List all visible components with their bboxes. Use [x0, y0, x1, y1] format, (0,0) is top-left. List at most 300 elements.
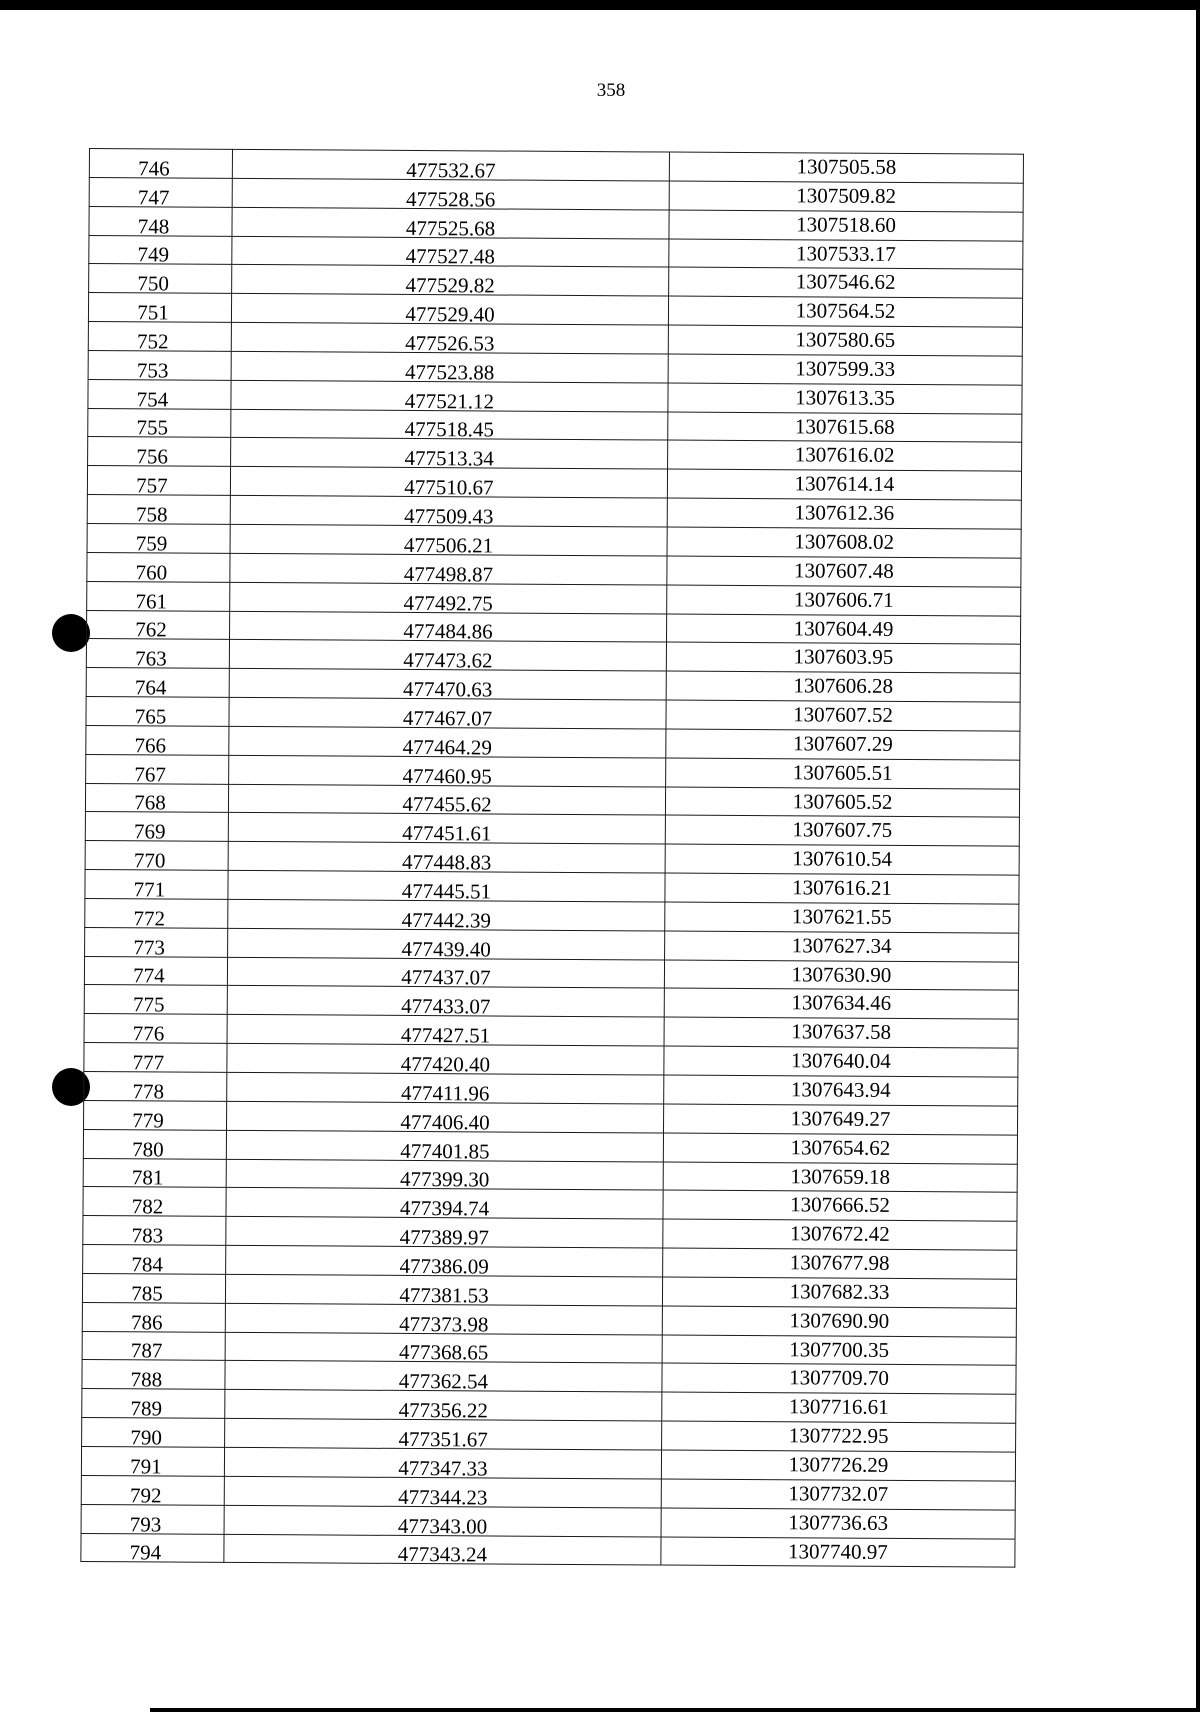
y-coordinate-cell	[663, 1104, 1017, 1135]
point-number-text: 746	[138, 156, 170, 181]
point-number-cell	[82, 1331, 225, 1361]
point-number-text: 758	[135, 502, 168, 527]
x-coordinate-cell	[232, 236, 669, 268]
point-number-cell	[82, 1418, 225, 1448]
y-coordinate-cell	[662, 1277, 1016, 1308]
x-coordinate-text: 477442.39	[401, 907, 491, 933]
x-coordinate-text: 477439.40	[401, 936, 491, 962]
y-coordinate-text: 1307616.21	[792, 875, 892, 901]
x-coordinate-cell	[230, 582, 667, 614]
point-number-text: 766	[134, 733, 167, 758]
y-coordinate-cell	[665, 873, 1019, 904]
x-coordinate-text: 477411.96	[400, 1080, 490, 1106]
y-coordinate-text: 1307606.71	[793, 586, 894, 612]
x-coordinate-cell	[230, 467, 667, 499]
y-coordinate-text: 1307722.95	[788, 1423, 889, 1449]
point-number-text: 784	[131, 1252, 164, 1277]
point-number-text: 779	[132, 1107, 164, 1133]
point-number-cell	[82, 1389, 225, 1419]
point-number-cell	[81, 1475, 224, 1508]
y-coordinate-cell	[661, 1450, 1015, 1481]
x-coordinate-text: 477518.45	[404, 417, 494, 442]
x-coordinate-text: 477389.97	[399, 1224, 490, 1250]
y-coordinate-cell	[669, 239, 1023, 270]
x-coordinate-text: 477525.68	[405, 215, 496, 241]
y-coordinate-text: 1307649.27	[790, 1106, 891, 1131]
scan-border-bottom	[150, 1708, 1200, 1712]
y-coordinate-text: 1307666.52	[790, 1192, 891, 1218]
y-coordinate-text: 1307605.52	[792, 788, 893, 814]
x-coordinate-cell	[226, 1245, 663, 1277]
y-coordinate-text: 1307627.34	[791, 933, 892, 958]
point-number-text: 757	[136, 473, 168, 498]
y-coordinate-cell	[664, 1075, 1018, 1106]
x-coordinate-cell	[231, 351, 668, 383]
y-coordinate-text: 1307740.97	[787, 1538, 888, 1564]
x-coordinate-text: 477420.40	[400, 1051, 491, 1077]
point-number-text: 767	[134, 761, 167, 787]
y-coordinate-text: 1307610.54	[792, 846, 893, 872]
x-coordinate-cell	[229, 726, 666, 758]
point-number-cell	[81, 1446, 224, 1479]
coordinates-table-body	[81, 149, 1024, 1568]
x-coordinate-cell	[231, 409, 668, 441]
x-coordinate-text: 477529.40	[405, 301, 495, 327]
y-coordinate-cell	[661, 1537, 1015, 1568]
y-coordinate-cell	[667, 498, 1021, 529]
y-coordinate-text: 1307709.70	[789, 1365, 889, 1391]
y-coordinate-cell	[667, 585, 1021, 616]
point-number-cell	[85, 927, 228, 960]
x-coordinate-text: 477467.07	[402, 705, 493, 731]
x-coordinate-text: 477451.61	[402, 821, 492, 846]
x-coordinate-text: 477362.54	[398, 1369, 489, 1394]
y-coordinate-text: 1307580.65	[795, 327, 896, 352]
y-coordinate-text: 1307726.29	[788, 1452, 889, 1477]
point-number-text: 778	[132, 1079, 165, 1104]
x-coordinate-text: 477406.40	[400, 1109, 490, 1135]
x-coordinate-text: 477464.29	[402, 734, 493, 760]
y-coordinate-text: 1307637.58	[791, 1019, 892, 1045]
point-number-cell	[87, 466, 230, 496]
x-coordinate-text: 477470.63	[403, 676, 493, 702]
y-coordinate-cell	[666, 642, 1020, 673]
y-coordinate-text: 1307672.42	[789, 1221, 890, 1247]
x-coordinate-text: 477460.95	[402, 763, 492, 789]
y-coordinate-cell	[663, 1162, 1017, 1193]
point-number-cell	[82, 1302, 225, 1335]
y-coordinate-text: 1307606.28	[793, 673, 894, 699]
y-coordinate-text: 1307630.90	[791, 961, 892, 987]
x-coordinate-text: 477437.07	[401, 965, 491, 990]
x-coordinate-cell	[231, 322, 668, 354]
point-number-text: 765	[134, 704, 167, 729]
x-coordinate-cell	[231, 438, 668, 470]
x-coordinate-cell	[232, 265, 669, 297]
point-number-text: 774	[133, 963, 165, 988]
x-coordinate-cell	[230, 495, 667, 527]
x-coordinate-cell	[226, 1159, 663, 1191]
x-coordinate-cell	[225, 1361, 662, 1393]
point-number-text: 792	[129, 1482, 162, 1508]
point-number-cell	[84, 956, 227, 986]
point-number-text: 793	[129, 1511, 162, 1536]
x-coordinate-text: 477492.75	[403, 590, 493, 615]
x-coordinate-text: 477473.62	[403, 648, 493, 673]
x-coordinate-text: 477526.53	[405, 330, 495, 356]
point-number-text: 764	[134, 675, 167, 700]
point-number-cell	[82, 1360, 225, 1390]
point-number-cell	[87, 495, 230, 525]
point-number-text: 762	[135, 617, 167, 642]
x-coordinate-cell	[225, 1390, 662, 1422]
y-coordinate-text: 1307682.33	[789, 1279, 890, 1304]
point-number-cell	[89, 177, 232, 210]
y-coordinate-text: 1307605.51	[792, 760, 893, 785]
point-number-cell	[89, 206, 232, 239]
point-number-cell	[84, 985, 227, 1015]
point-number-cell	[86, 725, 229, 758]
point-number-cell	[87, 523, 230, 556]
x-coordinate-text: 477484.86	[403, 619, 493, 644]
x-coordinate-cell	[227, 1015, 664, 1047]
point-number-cell	[83, 1158, 226, 1188]
x-coordinate-text: 477356.22	[398, 1398, 488, 1423]
x-coordinate-text: 477521.12	[404, 388, 495, 414]
point-number-cell	[85, 783, 228, 813]
point-number-cell	[83, 1129, 226, 1162]
y-coordinate-cell	[662, 1363, 1016, 1394]
point-number-cell	[84, 1043, 227, 1073]
x-coordinate-text: 477513.34	[404, 446, 494, 471]
x-coordinate-text: 477529.82	[405, 273, 495, 298]
y-coordinate-text: 1307643.94	[790, 1077, 891, 1102]
y-coordinate-text: 1307518.60	[796, 212, 896, 237]
y-coordinate-cell	[669, 181, 1023, 212]
x-coordinate-text: 477448.83	[401, 850, 492, 875]
x-coordinate-cell	[225, 1418, 662, 1450]
point-number-text: 748	[137, 213, 170, 239]
x-coordinate-cell	[225, 1303, 662, 1335]
point-number-text: 761	[135, 588, 168, 613]
x-coordinate-text: 477368.65	[398, 1340, 489, 1365]
y-coordinate-cell	[662, 1335, 1016, 1366]
point-number-cell	[87, 610, 230, 640]
y-coordinate-cell	[665, 815, 1019, 846]
x-coordinate-text: 477445.51	[401, 878, 492, 904]
x-coordinate-cell	[226, 1188, 663, 1220]
point-number-cell	[85, 841, 228, 871]
y-coordinate-cell	[665, 931, 1019, 962]
point-number-text: 772	[133, 906, 166, 931]
y-coordinate-cell	[669, 267, 1023, 298]
point-number-cell	[84, 1100, 227, 1133]
y-coordinate-text: 1307736.63	[788, 1509, 889, 1535]
point-number-cell	[85, 870, 228, 900]
y-coordinate-cell	[669, 210, 1023, 241]
point-number-text: 769	[134, 819, 166, 844]
page-number: 358	[596, 80, 626, 101]
y-coordinate-text: 1307614.14	[794, 471, 895, 497]
x-coordinate-cell	[224, 1534, 661, 1566]
y-coordinate-text: 1307613.35	[795, 385, 895, 410]
x-coordinate-cell	[229, 697, 666, 729]
y-coordinate-text: 1307505.58	[796, 154, 897, 179]
point-number-cell	[88, 322, 231, 352]
x-coordinate-cell	[225, 1274, 662, 1306]
point-number-text: 789	[130, 1396, 163, 1421]
x-coordinate-cell	[229, 611, 666, 643]
point-number-text: 754	[136, 386, 169, 412]
y-coordinate-text: 1307634.46	[791, 990, 892, 1016]
x-coordinate-cell	[227, 957, 664, 989]
x-coordinate-text: 477509.43	[404, 503, 494, 529]
x-coordinate-cell	[229, 669, 666, 701]
x-coordinate-cell	[228, 842, 665, 874]
x-coordinate-cell	[227, 986, 664, 1018]
y-coordinate-cell	[666, 614, 1020, 645]
point-number-text: 785	[131, 1281, 163, 1306]
point-number-text: 768	[134, 790, 166, 815]
y-coordinate-cell	[669, 152, 1023, 183]
x-coordinate-text: 477401.85	[400, 1138, 490, 1163]
point-number-cell	[84, 1014, 227, 1044]
point-number-cell	[86, 697, 229, 727]
y-coordinate-cell	[663, 1219, 1017, 1250]
x-coordinate-text: 477347.33	[398, 1455, 488, 1481]
point-number-cell	[87, 581, 230, 611]
point-number-cell	[88, 293, 231, 323]
point-number-text: 759	[135, 531, 168, 556]
point-number-cell	[81, 1504, 224, 1534]
y-coordinate-cell	[667, 469, 1021, 500]
x-coordinate-text: 477455.62	[402, 792, 492, 817]
y-coordinate-cell	[665, 902, 1019, 933]
y-coordinate-text: 1307621.55	[791, 904, 892, 929]
y-coordinate-text: 1307599.33	[795, 356, 896, 381]
x-coordinate-cell	[228, 813, 665, 845]
y-coordinate-cell	[668, 296, 1022, 327]
point-number-text: 780	[132, 1136, 164, 1162]
y-coordinate-cell	[668, 440, 1022, 471]
point-number-cell	[83, 1245, 226, 1275]
x-coordinate-cell	[232, 178, 669, 210]
y-coordinate-cell	[666, 671, 1020, 702]
y-coordinate-cell	[664, 960, 1018, 991]
point-number-text: 775	[132, 992, 165, 1017]
point-number-cell	[88, 437, 231, 467]
y-coordinate-cell	[662, 1392, 1016, 1423]
y-coordinate-cell	[668, 383, 1022, 414]
x-coordinate-cell	[227, 1072, 664, 1104]
x-coordinate-cell	[226, 1130, 663, 1162]
x-coordinate-cell	[228, 899, 665, 931]
y-coordinate-cell	[668, 325, 1022, 356]
x-coordinate-text: 477344.23	[398, 1484, 488, 1510]
x-coordinate-cell	[229, 755, 666, 787]
point-number-text: 782	[131, 1194, 164, 1219]
x-coordinate-text: 477386.09	[399, 1253, 489, 1279]
x-coordinate-cell	[230, 553, 667, 585]
point-number-text: 783	[131, 1223, 164, 1248]
x-coordinate-text: 477532.67	[406, 157, 496, 183]
y-coordinate-cell	[667, 556, 1021, 587]
point-number-cell	[84, 1071, 227, 1104]
x-coordinate-text: 477343.24	[397, 1542, 488, 1567]
point-number-text: 751	[137, 300, 169, 325]
point-number-text: 755	[136, 415, 169, 440]
y-coordinate-text: 1307607.52	[793, 702, 893, 727]
y-coordinate-text: 1307716.61	[788, 1394, 889, 1420]
y-coordinate-cell	[666, 729, 1020, 760]
point-number-cell	[85, 812, 228, 842]
x-coordinate-text: 477498.87	[403, 561, 494, 587]
point-number-text: 781	[131, 1165, 164, 1190]
point-number-cell	[89, 235, 232, 265]
point-number-text: 791	[130, 1454, 162, 1479]
x-coordinate-text: 477427.51	[400, 1023, 491, 1048]
y-coordinate-text: 1307564.52	[795, 298, 896, 324]
y-coordinate-cell	[663, 1248, 1017, 1279]
y-coordinate-cell	[667, 527, 1021, 558]
y-coordinate-cell	[663, 1190, 1017, 1221]
y-coordinate-text: 1307603.95	[793, 644, 894, 670]
x-coordinate-text: 477528.56	[405, 186, 496, 212]
y-coordinate-cell	[664, 1017, 1018, 1048]
point-number-text: 771	[133, 877, 166, 902]
y-coordinate-text: 1307607.75	[792, 817, 893, 843]
y-coordinate-text: 1307608.02	[794, 529, 895, 554]
scan-border-top	[0, 0, 1200, 10]
x-coordinate-cell	[228, 784, 665, 816]
y-coordinate-text: 1307546.62	[795, 269, 896, 295]
point-number-text: 790	[130, 1425, 162, 1450]
x-coordinate-cell	[228, 870, 665, 902]
y-coordinate-cell	[666, 758, 1020, 789]
x-coordinate-text: 477433.07	[401, 994, 491, 1019]
x-coordinate-cell	[229, 640, 666, 672]
point-number-cell	[88, 408, 231, 438]
x-coordinate-text: 477343.00	[397, 1513, 488, 1538]
table-row	[81, 1533, 1015, 1568]
x-coordinate-text: 477506.21	[403, 532, 494, 558]
point-number-cell	[83, 1216, 226, 1246]
x-coordinate-cell	[224, 1505, 661, 1537]
x-coordinate-cell	[231, 380, 668, 412]
point-number-text: 794	[129, 1540, 162, 1565]
point-number-cell	[85, 898, 228, 931]
point-number-text: 747	[137, 184, 170, 210]
point-number-text: 776	[132, 1021, 165, 1046]
point-number-text: 763	[135, 646, 167, 671]
point-number-cell	[82, 1273, 225, 1306]
x-coordinate-cell	[224, 1476, 661, 1508]
x-coordinate-text: 477527.48	[405, 244, 496, 269]
y-coordinate-cell	[663, 1133, 1017, 1164]
point-number-text: 773	[133, 934, 165, 960]
y-coordinate-cell	[661, 1508, 1015, 1539]
point-number-cell	[86, 668, 229, 698]
y-coordinate-cell	[665, 787, 1019, 818]
x-coordinate-cell	[224, 1447, 661, 1479]
x-coordinate-cell	[225, 1332, 662, 1364]
x-coordinate-cell	[230, 524, 667, 556]
y-coordinate-text: 1307640.04	[790, 1048, 891, 1074]
point-number-text: 752	[136, 329, 169, 354]
y-coordinate-text: 1307654.62	[790, 1134, 891, 1160]
y-coordinate-cell	[662, 1306, 1016, 1337]
y-coordinate-text: 1307604.49	[793, 615, 894, 641]
x-coordinate-cell	[228, 928, 665, 960]
y-coordinate-cell	[661, 1479, 1015, 1510]
point-number-text: 750	[137, 271, 169, 296]
point-number-text: 777	[132, 1050, 165, 1075]
point-number-text: 786	[131, 1309, 163, 1335]
point-number-text: 760	[135, 559, 168, 585]
x-coordinate-cell	[227, 1101, 664, 1133]
point-number-cell	[86, 639, 229, 669]
x-coordinate-text: 477523.88	[404, 359, 495, 385]
y-coordinate-text: 1307612.36	[794, 500, 895, 526]
x-coordinate-text: 477510.67	[404, 475, 494, 500]
y-coordinate-text: 1307677.98	[789, 1250, 890, 1275]
y-coordinate-cell	[662, 1421, 1016, 1452]
point-number-text: 770	[133, 848, 166, 873]
point-number-text: 753	[136, 358, 169, 383]
y-coordinate-cell	[664, 1046, 1018, 1077]
punch-hole-upper	[52, 614, 90, 652]
y-coordinate-text: 1307700.35	[789, 1336, 890, 1362]
y-coordinate-cell	[665, 844, 1019, 875]
x-coordinate-text: 477351.67	[398, 1426, 488, 1452]
point-number-cell	[88, 379, 231, 412]
x-coordinate-cell	[227, 1044, 664, 1076]
y-coordinate-text: 1307607.48	[793, 558, 894, 583]
x-coordinate-text: 477399.30	[400, 1167, 490, 1192]
point-number-text: 749	[137, 242, 170, 267]
point-number-cell	[88, 350, 231, 383]
y-coordinate-text: 1307732.07	[788, 1481, 889, 1506]
point-number-text: 787	[130, 1338, 163, 1363]
x-coordinate-text: 477381.53	[399, 1282, 489, 1308]
x-coordinate-cell	[232, 149, 669, 181]
point-number-text: 756	[136, 444, 168, 469]
scan-border-right	[1196, 0, 1200, 1712]
y-coordinate-text: 1307659.18	[790, 1163, 891, 1189]
x-coordinate-cell	[226, 1217, 663, 1249]
y-coordinate-text: 1307509.82	[796, 183, 897, 208]
point-number-cell	[89, 149, 232, 179]
point-number-cell	[89, 264, 232, 294]
y-coordinate-cell	[664, 988, 1018, 1019]
x-coordinate-cell	[232, 207, 669, 239]
point-number-cell	[81, 1533, 224, 1563]
point-number-cell	[87, 552, 230, 585]
x-coordinate-text: 477373.98	[399, 1311, 489, 1337]
point-number-text: 788	[130, 1367, 163, 1392]
coordinates-table	[80, 148, 1024, 1568]
point-number-cell	[86, 754, 229, 787]
y-coordinate-cell	[666, 700, 1020, 731]
point-number-cell	[83, 1187, 226, 1217]
y-coordinate-text: 1307607.29	[792, 731, 893, 756]
y-coordinate-cell	[668, 412, 1022, 443]
x-coordinate-text: 477394.74	[399, 1196, 490, 1221]
y-coordinate-text: 1307690.90	[789, 1308, 890, 1333]
y-coordinate-text: 1307615.68	[794, 413, 895, 439]
x-coordinate-cell	[231, 294, 668, 326]
y-coordinate-text: 1307616.02	[794, 442, 895, 468]
